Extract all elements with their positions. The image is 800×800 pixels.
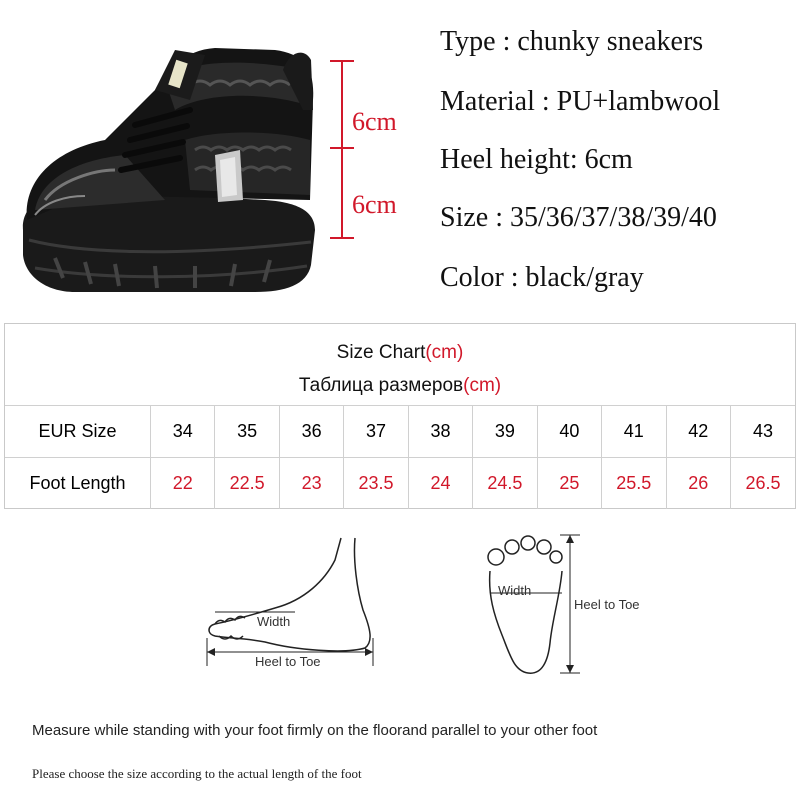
foot-length-header: Foot Length	[5, 458, 151, 510]
foot-length-cell: 25.5	[602, 458, 666, 510]
spec-type: Type : chunky sneakers	[440, 26, 704, 57]
side-width-label: Width	[257, 614, 291, 629]
size-chart-title	[5, 342, 795, 364]
foot-length-cell: 26.5	[730, 458, 795, 510]
eur-size-cell: 42	[666, 406, 730, 458]
top-foot-icon	[470, 525, 670, 685]
foot-length-cell: 23	[279, 458, 343, 510]
eur-size-cell: 37	[344, 406, 408, 458]
top-heel-to-toe-label: Heel to Toe	[574, 597, 640, 612]
spec-heel-height: Heel height: 6cm	[440, 144, 633, 175]
eur-size-cell: 43	[730, 406, 795, 458]
size-chart-title-ru-unit: (cm)	[463, 375, 502, 396]
eur-size-cell: 39	[473, 406, 537, 458]
spec-size: Size : 35/36/37/38/39/40	[440, 202, 717, 233]
eur-size-cell: 40	[537, 406, 601, 458]
side-heel-to-toe-label: Heel to Toe	[255, 654, 321, 669]
foot-length-cell: 25	[537, 458, 601, 510]
side-foot-diagram	[195, 530, 395, 680]
eur-size-header: EUR Size	[5, 406, 151, 458]
foot-length-cell: 26	[666, 458, 730, 510]
eur-size-row	[5, 406, 795, 458]
eur-size-cell: 35	[215, 406, 279, 458]
heel-height-label: 6cm	[352, 190, 397, 219]
size-chart-title-ru	[5, 375, 795, 397]
chunky-sneaker-image	[15, 30, 335, 300]
foot-length-cell: 22.5	[215, 458, 279, 510]
foot-length-cell: 24.5	[473, 458, 537, 510]
top-width-label: Width	[498, 583, 532, 598]
size-chart-title-text: Size Chart	[336, 342, 426, 363]
eur-size-cell: 38	[408, 406, 472, 458]
spec-material: Material : PU+lambwool	[440, 86, 721, 117]
size-chart	[4, 323, 796, 509]
foot-length-cell: 22	[151, 458, 215, 510]
eur-size-cell: 34	[151, 406, 215, 458]
foot-length-cell: 24	[408, 458, 472, 510]
product-section	[0, 0, 800, 320]
foot-length-row	[5, 458, 795, 510]
eur-size-cell: 36	[279, 406, 343, 458]
size-table	[5, 405, 795, 509]
foot-length-cell: 23.5	[344, 458, 408, 510]
spec-color: Color : black/gray	[440, 262, 644, 293]
size-choice-instruction: Please choose the size according to the actual length of the foot	[32, 766, 362, 781]
eur-size-cell: 41	[602, 406, 666, 458]
top-foot-diagram	[470, 525, 670, 685]
measure-instruction: Measure while standing with your foot firmly on the floorand parallel to your other foot	[32, 722, 598, 739]
size-chart-title-ru-text: Таблица размеров	[298, 375, 464, 396]
size-chart-title-unit: (cm)	[425, 342, 464, 363]
upper-height-label: 6cm	[352, 107, 397, 136]
